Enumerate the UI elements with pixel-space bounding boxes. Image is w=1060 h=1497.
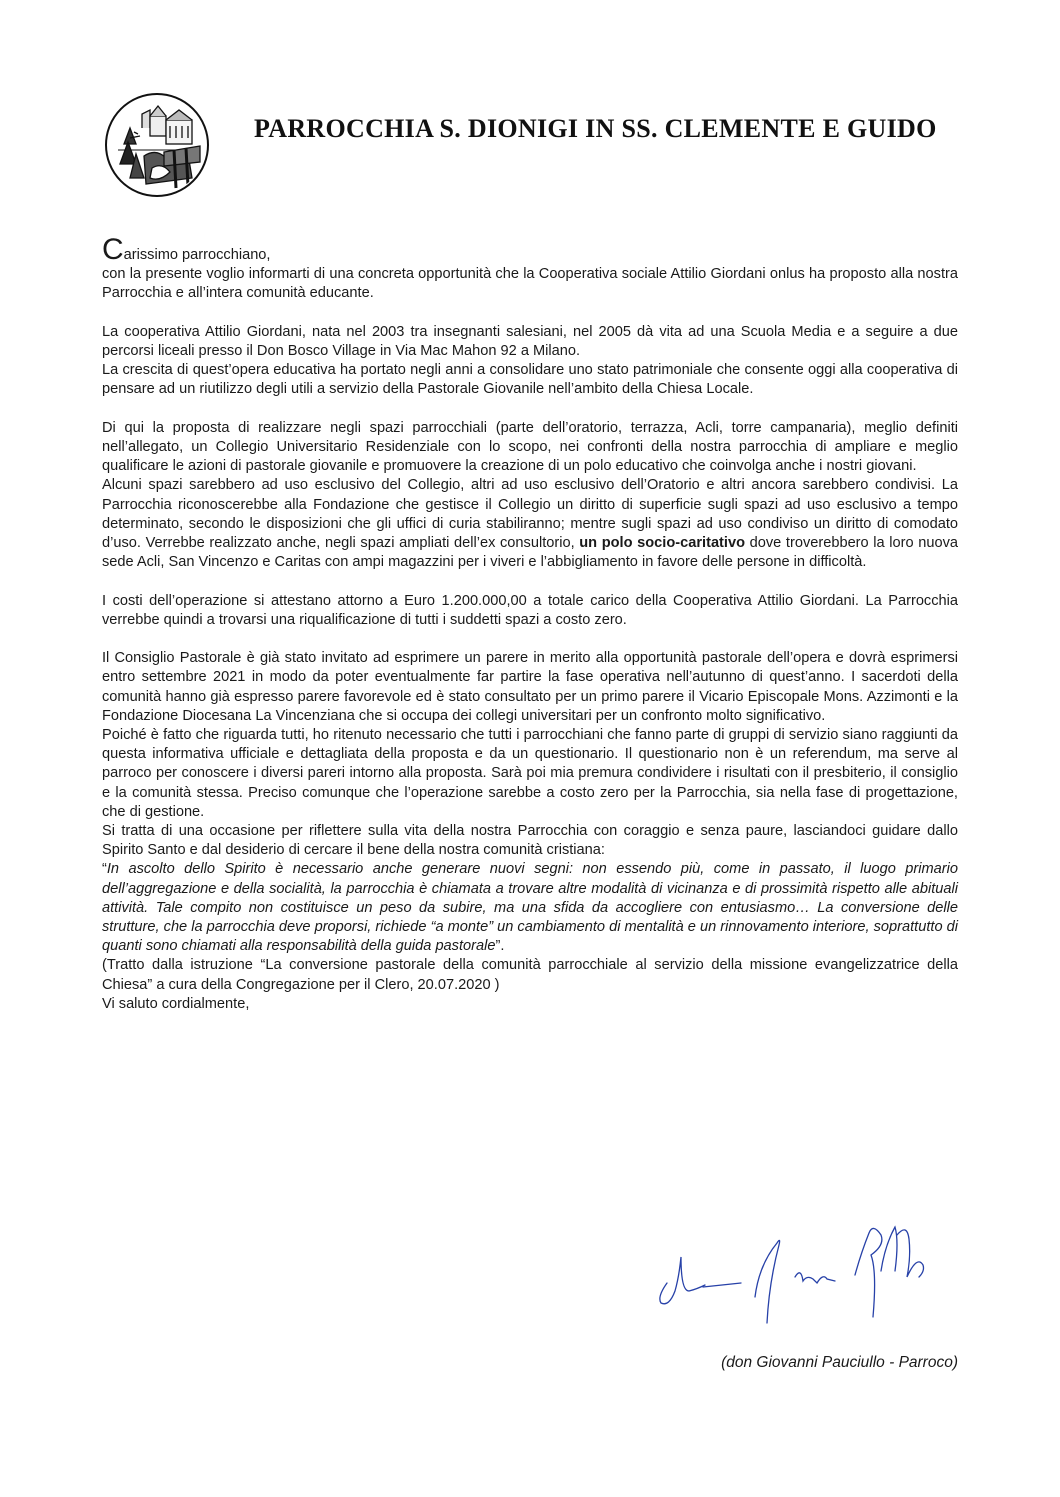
charity-hub-highlight: un polo socio-caritativo: [579, 535, 746, 552]
paragraph-costs: I costi dell’operazione si attestano attorno a Euro 1.200.000,00 a totale carico della Cooperativa Attilio Giordani. La Parrocchia verrebbe quindi a trovarsi una riqualificazione di tutti i suddetti spazi a costo zero.: [102, 592, 958, 628]
handwritten-signature: [645, 1205, 975, 1340]
letter-body: [102, 233, 958, 1014]
salutation-initial: C: [102, 233, 124, 266]
quotation-text: In ascolto dello Spirito è necessario anche generare nuovi segni: non essendo più, come in passato, il luogo primario dell’aggregazione e della socialità, la parrocchia è chiamata a trovare altre modalità di vicinanza e di prossimità rispetto alle abituali attività. Tale compito non costituisce un peso da subire, ma una sfida da accogliere con entusiasmo… La conversione delle strutture, che la parrocchia deve proporsi, richiede “a monte” un cambiamento di mentalità e un rinnovamento interiore, soprattutto di quanti sono chiamati alla responsabilità della guida pastorale: [102, 861, 958, 955]
closing-greeting: Vi saluto cordialmente,: [102, 995, 250, 1012]
salutation: [102, 233, 958, 266]
signer-name: (don Giovanni Pauciullo - Parroco): [721, 1354, 958, 1371]
paragraph-reflection: Si tratta di una occasione per riflettere sulla vita della nostra Parrocchia con coraggio e senza paure, lasciandoci guidare dallo Spirito Santo e dal desiderio di cercare il bene della nostra comunità cristiana:: [102, 823, 958, 859]
salutation-text: arissimo parrocchiano,: [123, 247, 271, 263]
paragraph-council: Il Consiglio Pastorale è già stato invitato ad esprimere un parere in merito alla opportunità pastorale dell’opera e dovrà esprimersi entro settembre 2021 in modo da poter eventualmente far partire la fase operativa nell’autunno di quest’anno. I sacerdoti della comunità hanno già espresso parere favorevole ed è stato consultato per un primo parere il Vicario Episcopale Mons. Azzimonti e la Fondazione Diocesana La Vincenziana che si occupa dei collegi universitari per un confronto molto significativo.: [102, 650, 958, 724]
parish-title: PARROCCHIA S. DIONIGI IN SS. CLEMENTE E GUIDO: [254, 114, 937, 143]
letterhead: [104, 92, 964, 192]
parish-logo: [104, 92, 210, 198]
quotation-source: (Tratto dalla istruzione “La conversione pastorale della comunità parrocchiale al servizio della missione evangelizzatrice della Chiesa” a cura della Congregazione per il Clero, 20.07.2020 ): [102, 957, 958, 993]
paragraph-intro: con la presente voglio informarti di una concreta opportunità che la Cooperativa sociale Attilio Giordani onlus ha proposto alla nostra Parrocchia e all’intera comunità educante.: [102, 266, 958, 302]
paragraph-questionnaire: Poiché è fatto che riguarda tutti, ho ritenuto necessario che tutti i parrocchiani che fanno parte di gruppi di servizio siano raggiunti da questa informativa ufficiale e dettagliata della proposta e da un questionario. Il questionario non è un referendum, ma serve al parroco per conoscere i diversi pareri intorno alla proposta. Sarà poi mia premura condividere i risultati con il presbiterio, il consiglio e la comunità stessa. Preciso comunque che l’operazione sarebbe a costo zero per la Parrocchia, sia nella fase di progettazione, che di gestione.: [102, 727, 958, 820]
paragraph-spaces: Alcuni spazi sarebbero ad uso esclusivo del Collegio, altri ad uso esclusivo dell’Oratorio e altri ancora sarebbero condivisi. La Parrocchia riconoscerebbe alla Fondazione che gestisce il Collegio un diritto di superficie sugli spazi ad uso esclusivo a tempo determinato, secondo le disposizioni che gli uffici di curia stabiliranno; mentre sugli spazi ad uso condiviso un diritto di comodato d’uso. Verrebbe realizzato anche, negli spazi ampliati dell’ex consultorio, un polo socio-caritativo dove troverebbero la loro nuova sede Acli, San Vincenzo e Caritas con ampi magazzini per i viveri e l’abbigliamento in favore delle persone in difficoltà.: [102, 477, 958, 571]
paragraph-cooperative-history: La cooperativa Attilio Giordani, nata nel 2003 tra insegnanti salesiani, nel 2005 dà vita ad una Scuola Media e a seguire a due percorsi liceali presso il Don Bosco Village in Via Mac Mahon 92 a Milano.: [102, 323, 958, 359]
paragraph-cooperative-growth: La crescita di quest’opera educativa ha portato negli anni a consolidare uno stato patrimoniale che consente oggi alla cooperativa di pensare ad un riutilizzo degli utili a servizio della Pastorale Giovanile nell’ambito della Chiesa Locale.: [102, 362, 958, 398]
paragraph-proposal: Di qui la proposta di realizzare negli spazi parrocchiali (parte dell’oratorio, terrazza, Acli, torre campanaria), meglio definiti nell’allegato, un Collegio Universitario Residenziale con lo scopo, nei confronti della nostra parrocchia di ampliare e meglio qualificare le azioni di pastorale giovanile e promuovere la creazione di un polo educativo che coinvolga anche i nostri giovani.: [102, 419, 958, 475]
quotation: “In ascolto dello Spirito è necessario anche generare nuovi segni: non essendo più, come in passato, il luogo primario dell’aggregazione e della socialità, la parrocchia è chiamata a trovare altre modalità di vicinanza e di prossimità rispetto alle abituali attività. Tale compito non costituisce un peso da subire, ma una sfida da accogliere con entusiasmo… La conversione delle strutture, che la parrocchia deve proporsi, richiede “a monte” un cambiamento di mentalità e un rinnovamento interiore, soprattutto di quanti sono chiamati alla responsabilità della guida pastorale”.: [102, 861, 958, 955]
